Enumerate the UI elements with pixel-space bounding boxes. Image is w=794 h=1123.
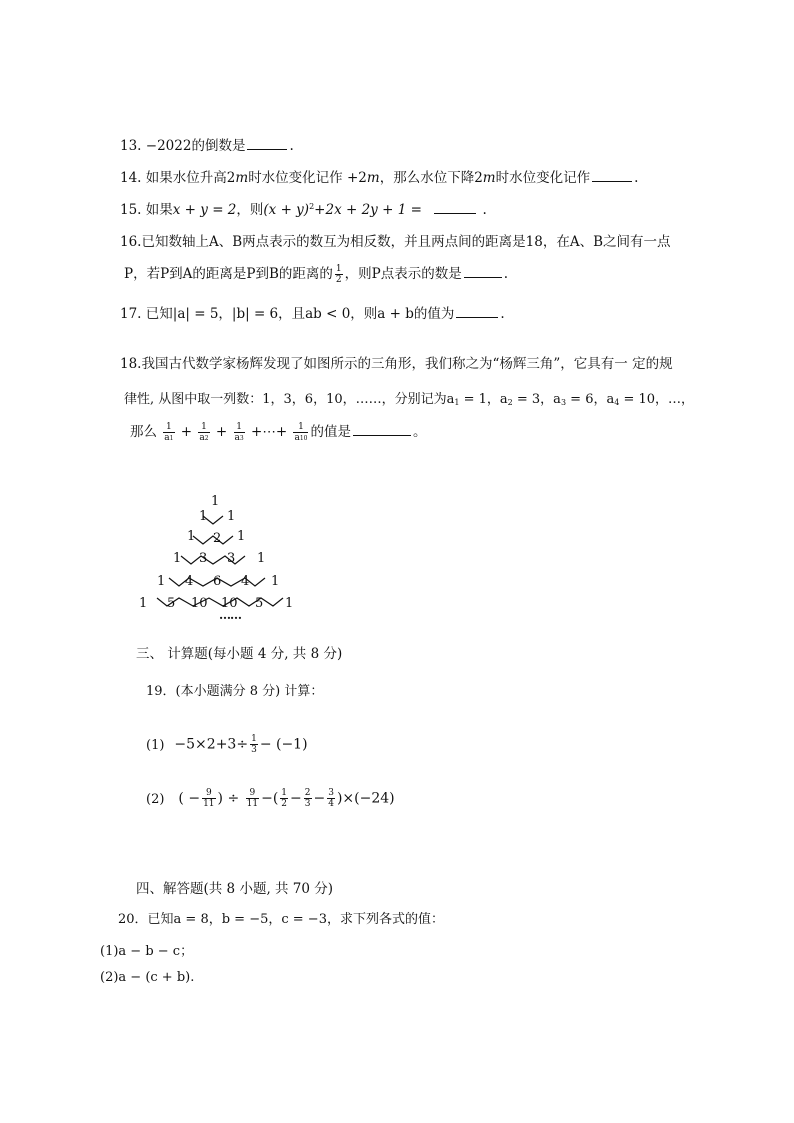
question-text: 如果 (145, 202, 173, 218)
question-text: ．已知a = 8，b = −5，c = −3，求下列各式的值： (134, 912, 444, 927)
math-expression: )×(−24) (336, 790, 395, 807)
triangle-cell: 4 (241, 574, 250, 589)
part-label: (2) (146, 791, 165, 807)
triangle-cell: 1 (211, 494, 220, 509)
answer-blank[interactable] (592, 180, 632, 182)
numerator: 1 (281, 788, 288, 798)
triangle-cell: 3 (199, 551, 208, 566)
numerator: 9 (246, 788, 259, 799)
subscript: 4 (614, 398, 620, 407)
numerator: 1 (293, 422, 308, 433)
math-expression: x + y = 2 (172, 202, 237, 218)
math-expression: ) ÷ (217, 790, 240, 807)
den-base: a (199, 432, 205, 443)
math-expression: −5×2+3÷ (174, 736, 249, 753)
punct: . (482, 202, 487, 218)
triangle-connector-lines (133, 494, 303, 624)
answer-blank[interactable] (456, 316, 498, 318)
triangle-cell: 1 (139, 596, 148, 611)
punct: . (500, 306, 505, 322)
numerator: 3 (328, 788, 334, 798)
denominator (163, 433, 174, 444)
question-text: = 1，a (459, 392, 508, 407)
denominator: 2 (335, 275, 342, 285)
numerator: 1 (198, 422, 209, 433)
section-4-title: 四、解答题(共 8 小题, 共 70 分) (136, 881, 334, 897)
fraction (335, 264, 343, 285)
punct: . (634, 170, 639, 186)
question-text: P，若P到A的距离是P到B的距离的 (124, 266, 333, 282)
question-number: 16. (120, 234, 142, 250)
den-base: a (234, 432, 240, 443)
math-expression: − (290, 790, 302, 807)
question-text: 已知|a| = 5，|b| = 6，且ab < 0，则a + b的值为 (145, 306, 455, 322)
triangle-cell: 4 (185, 574, 194, 589)
numerator: 1 (251, 734, 257, 744)
question-number: 13. (120, 138, 142, 154)
denominator: 4 (328, 799, 334, 809)
question-text: 已知数轴上A、B两点表示的数互为相反数，并且两点间的距离是18，在A、B之间有一点 (141, 234, 671, 250)
den-base: a (294, 432, 300, 443)
triangle-cell: 1 (271, 574, 280, 589)
triangle-ellipsis: …… (219, 608, 241, 622)
question-18-line1 (120, 352, 673, 372)
triangle-cell: 1 (285, 596, 294, 611)
question-19-part-2 (146, 788, 395, 809)
question-20 (118, 908, 444, 927)
fraction (304, 788, 312, 809)
question-text: −2022的倒数是 (145, 138, 246, 154)
ellipsis-plus: +⋯+ (251, 424, 288, 440)
fraction (246, 788, 259, 809)
part-label: (1) (146, 737, 165, 753)
answer-blank[interactable] (353, 434, 411, 436)
math-expression: +2x + 2y + 1 = (314, 202, 422, 218)
den-sub: 10 (299, 434, 308, 442)
question-text: = 10，…， (619, 392, 695, 407)
punct: . (503, 266, 509, 282)
numerator: 9 (202, 788, 215, 799)
triangle-cell: 3 (227, 551, 236, 566)
denominator: 3 (304, 799, 311, 809)
question-number: 19 (146, 684, 163, 699)
denominator: 2 (281, 799, 288, 809)
fraction (280, 788, 288, 809)
question-16-line2 (124, 262, 508, 285)
triangle-cell: 1 (157, 574, 166, 589)
subscript: 3 (560, 398, 567, 407)
plus: + (215, 424, 228, 440)
subscript: 2 (507, 398, 513, 407)
question-number: 14. (120, 170, 142, 186)
math-expression: − (−1) (259, 736, 308, 753)
fraction (250, 734, 258, 755)
question-number: 15. (120, 202, 142, 218)
question-text: 时水位变化记作 (495, 170, 591, 186)
denominator: 3 (251, 745, 257, 755)
question-18-line2 (124, 388, 694, 407)
triangle-cell: 1 (237, 529, 246, 544)
section-3-title: 三、 计算题(每小题 4 分, 共 8 分) (136, 646, 343, 662)
triangle-cell: 10 (191, 596, 208, 611)
numerator: 1 (163, 422, 174, 433)
question-text: ，那么水位下降2 (379, 170, 483, 186)
question-number: 17. (120, 306, 142, 322)
triangle-cell: 10 (221, 596, 238, 611)
fraction-1-a3 (234, 422, 245, 444)
answer-blank[interactable] (247, 148, 287, 150)
fraction (202, 788, 215, 809)
question-text: ，则 (236, 202, 264, 218)
question-text: ，则P点表示的数是 (344, 266, 462, 282)
fraction-1-a2 (198, 422, 209, 444)
answer-blank[interactable] (464, 276, 502, 278)
question-20-part-2: (2)a − (c + b). (100, 970, 195, 985)
denominator (234, 433, 245, 444)
question-16-line1 (120, 230, 671, 250)
triangle-cell: 5 (167, 596, 176, 611)
answer-blank[interactable] (434, 212, 476, 214)
question-text: 时水位变化记作 +2 (248, 170, 367, 186)
question-14 (120, 166, 638, 186)
denominator (293, 433, 308, 444)
triangle-cell: 1 (187, 529, 196, 544)
punct: 。 (412, 424, 427, 440)
question-text: 如果水位升高2 (145, 170, 236, 186)
triangle-cell: 2 (213, 531, 222, 546)
question-18-line3 (130, 420, 426, 444)
question-20-part-1: (1)a − b − c； (100, 944, 194, 959)
plus: + (180, 424, 193, 440)
math-expression: ( − (178, 790, 201, 807)
den-sub: 1 (169, 434, 174, 442)
question-text: = 6，a (566, 392, 615, 407)
question-15 (120, 198, 487, 218)
triangle-cell: 6 (213, 574, 222, 589)
subscript: 1 (454, 398, 460, 407)
question-text: 那么 (130, 424, 157, 440)
question-text: 的值是 (310, 424, 351, 440)
fraction (327, 788, 335, 809)
numerator: 1 (335, 264, 342, 274)
question-text: 我国古代数学家杨辉发现了如图所示的三角形，我们称之为“杨辉三角”，它具有一 定的规 (141, 356, 673, 372)
question-19-part-1 (146, 734, 308, 755)
denominator: 11 (246, 799, 259, 809)
question-19 (146, 680, 323, 699)
math-var: m (482, 170, 496, 186)
triangle-cell: 1 (199, 509, 208, 524)
numerator: 2 (304, 788, 311, 798)
denominator (198, 433, 209, 444)
math-var: m (235, 170, 249, 186)
triangle-cell: 5 (255, 596, 264, 611)
math-var: m (366, 170, 380, 186)
triangle-cell: 1 (227, 509, 236, 524)
math-expression: (x + y) (263, 202, 310, 218)
den-sub: 2 (204, 434, 209, 442)
punct: . (289, 138, 294, 154)
den-sub: 3 (239, 434, 244, 442)
question-text: ．(本小题满分 8 分) 计算： (162, 684, 324, 699)
question-number: 20 (118, 912, 135, 927)
question-number: 18. (120, 356, 142, 372)
question-17 (120, 302, 505, 322)
fraction-1-a10 (293, 422, 308, 444)
question-text: 律性, 从图中取一列数：1，3，6，10，……，分别记为a (124, 392, 455, 407)
exponent: 2 (309, 202, 315, 211)
fraction-1-a1 (163, 422, 174, 444)
denominator: 11 (203, 799, 215, 809)
triangle-cell: 1 (257, 551, 266, 566)
den-base: a (164, 432, 170, 443)
question-text: = 3，a (512, 392, 561, 407)
yang-hui-triangle-figure (133, 494, 303, 624)
math-expression: − (313, 790, 326, 807)
question-13 (120, 134, 294, 154)
math-expression: −( (261, 790, 279, 807)
triangle-cell: 1 (173, 551, 182, 566)
numerator: 1 (234, 422, 245, 433)
